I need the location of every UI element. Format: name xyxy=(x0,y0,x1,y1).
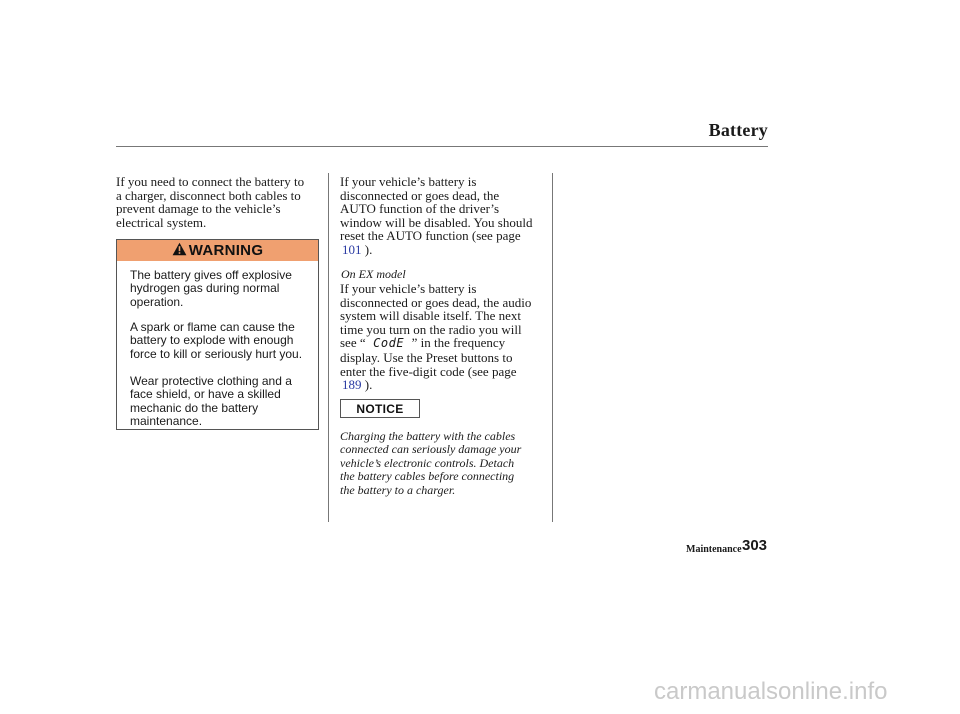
text-line: If you need to connect the battery to xyxy=(116,174,305,189)
battery-charger-intro xyxy=(116,175,304,229)
text-line: Charging the battery with the cables xyxy=(340,429,516,443)
text-line: disconnected or goes dead, the xyxy=(340,187,500,203)
text-line: If your vehicle’s battery is xyxy=(340,174,477,189)
notice-label: NOTICE xyxy=(356,401,404,416)
text-line: window will be disabled. You should xyxy=(340,214,533,230)
column-divider-left xyxy=(328,173,329,522)
text-line: vehicle’s electronic controls. Detach xyxy=(340,455,515,470)
notice-text xyxy=(340,430,521,497)
text-fragment: ). xyxy=(361,241,373,257)
text-fragment: ). xyxy=(361,377,373,393)
warning-header xyxy=(117,240,318,261)
notice-box xyxy=(340,399,420,418)
text-line: the battery cables before connecting xyxy=(340,469,515,484)
text-fragment: see “ xyxy=(340,335,366,351)
code-display-glyph: CodE xyxy=(373,336,405,351)
warning-paragraph xyxy=(130,269,292,309)
text-line: battery to explode with enough xyxy=(130,333,294,348)
page-ref-link-101[interactable]: 101 xyxy=(342,241,362,257)
footer-section-label: Maintenance xyxy=(686,544,742,555)
warning-triangle-icon xyxy=(172,241,187,260)
text-line xyxy=(340,243,532,257)
page-ref-link-189[interactable]: 189 xyxy=(342,377,362,393)
text-line: Wear protective clothing and a xyxy=(130,374,292,388)
page-number: 303 xyxy=(742,537,768,554)
text-line: system will disable itself. The next xyxy=(340,308,522,324)
page-title: Battery xyxy=(708,120,768,140)
watermark: carmanualsonline.info xyxy=(654,678,888,705)
auto-function-paragraph xyxy=(340,175,532,257)
text-line: connected can seriously damage your xyxy=(340,442,522,457)
text-line: enter the five-digit code (see page xyxy=(340,363,517,379)
radio-code-paragraph xyxy=(340,282,531,392)
warning-paragraph xyxy=(130,375,292,429)
text-line: disconnected or goes dead, the audio xyxy=(340,294,532,310)
text-line: hydrogen gas during normal xyxy=(130,281,280,296)
text-line: The battery gives off explosive xyxy=(130,268,292,282)
text-line: A spark or flame can cause the xyxy=(130,320,295,334)
text-line: mechanic do the battery xyxy=(130,400,259,415)
text-line: force to kill or seriously hurt you. xyxy=(130,346,303,361)
text-line: prevent damage to the vehicle’s xyxy=(116,201,281,217)
text-line: AUTO function of the driver’s xyxy=(340,201,500,217)
header-rule xyxy=(116,146,768,147)
ex-model-label: On EX model xyxy=(341,267,406,281)
text-line: face shield, or have a skilled xyxy=(130,387,281,402)
text-line: If your vehicle’s battery is xyxy=(340,281,477,296)
text-line: the battery to a charger. xyxy=(340,482,456,497)
text-line: electrical system. xyxy=(116,214,207,230)
text-line: display. Use the Preset buttons to xyxy=(340,349,513,365)
text-line: operation. xyxy=(130,294,184,309)
text-line: reset the AUTO function (see page xyxy=(340,228,521,244)
text-line: a charger, disconnect both cables to xyxy=(116,187,301,203)
warning-paragraph xyxy=(130,321,302,361)
warning-label: WARNING xyxy=(188,242,264,259)
text-line: maintenance. xyxy=(130,414,203,429)
text-fragment: ” in the frequency xyxy=(411,335,506,351)
text-line: time you turn on the radio you will xyxy=(340,321,522,337)
warning-box xyxy=(116,239,319,430)
text-line xyxy=(340,378,531,392)
text-line xyxy=(340,336,531,351)
column-divider-right xyxy=(552,173,553,522)
